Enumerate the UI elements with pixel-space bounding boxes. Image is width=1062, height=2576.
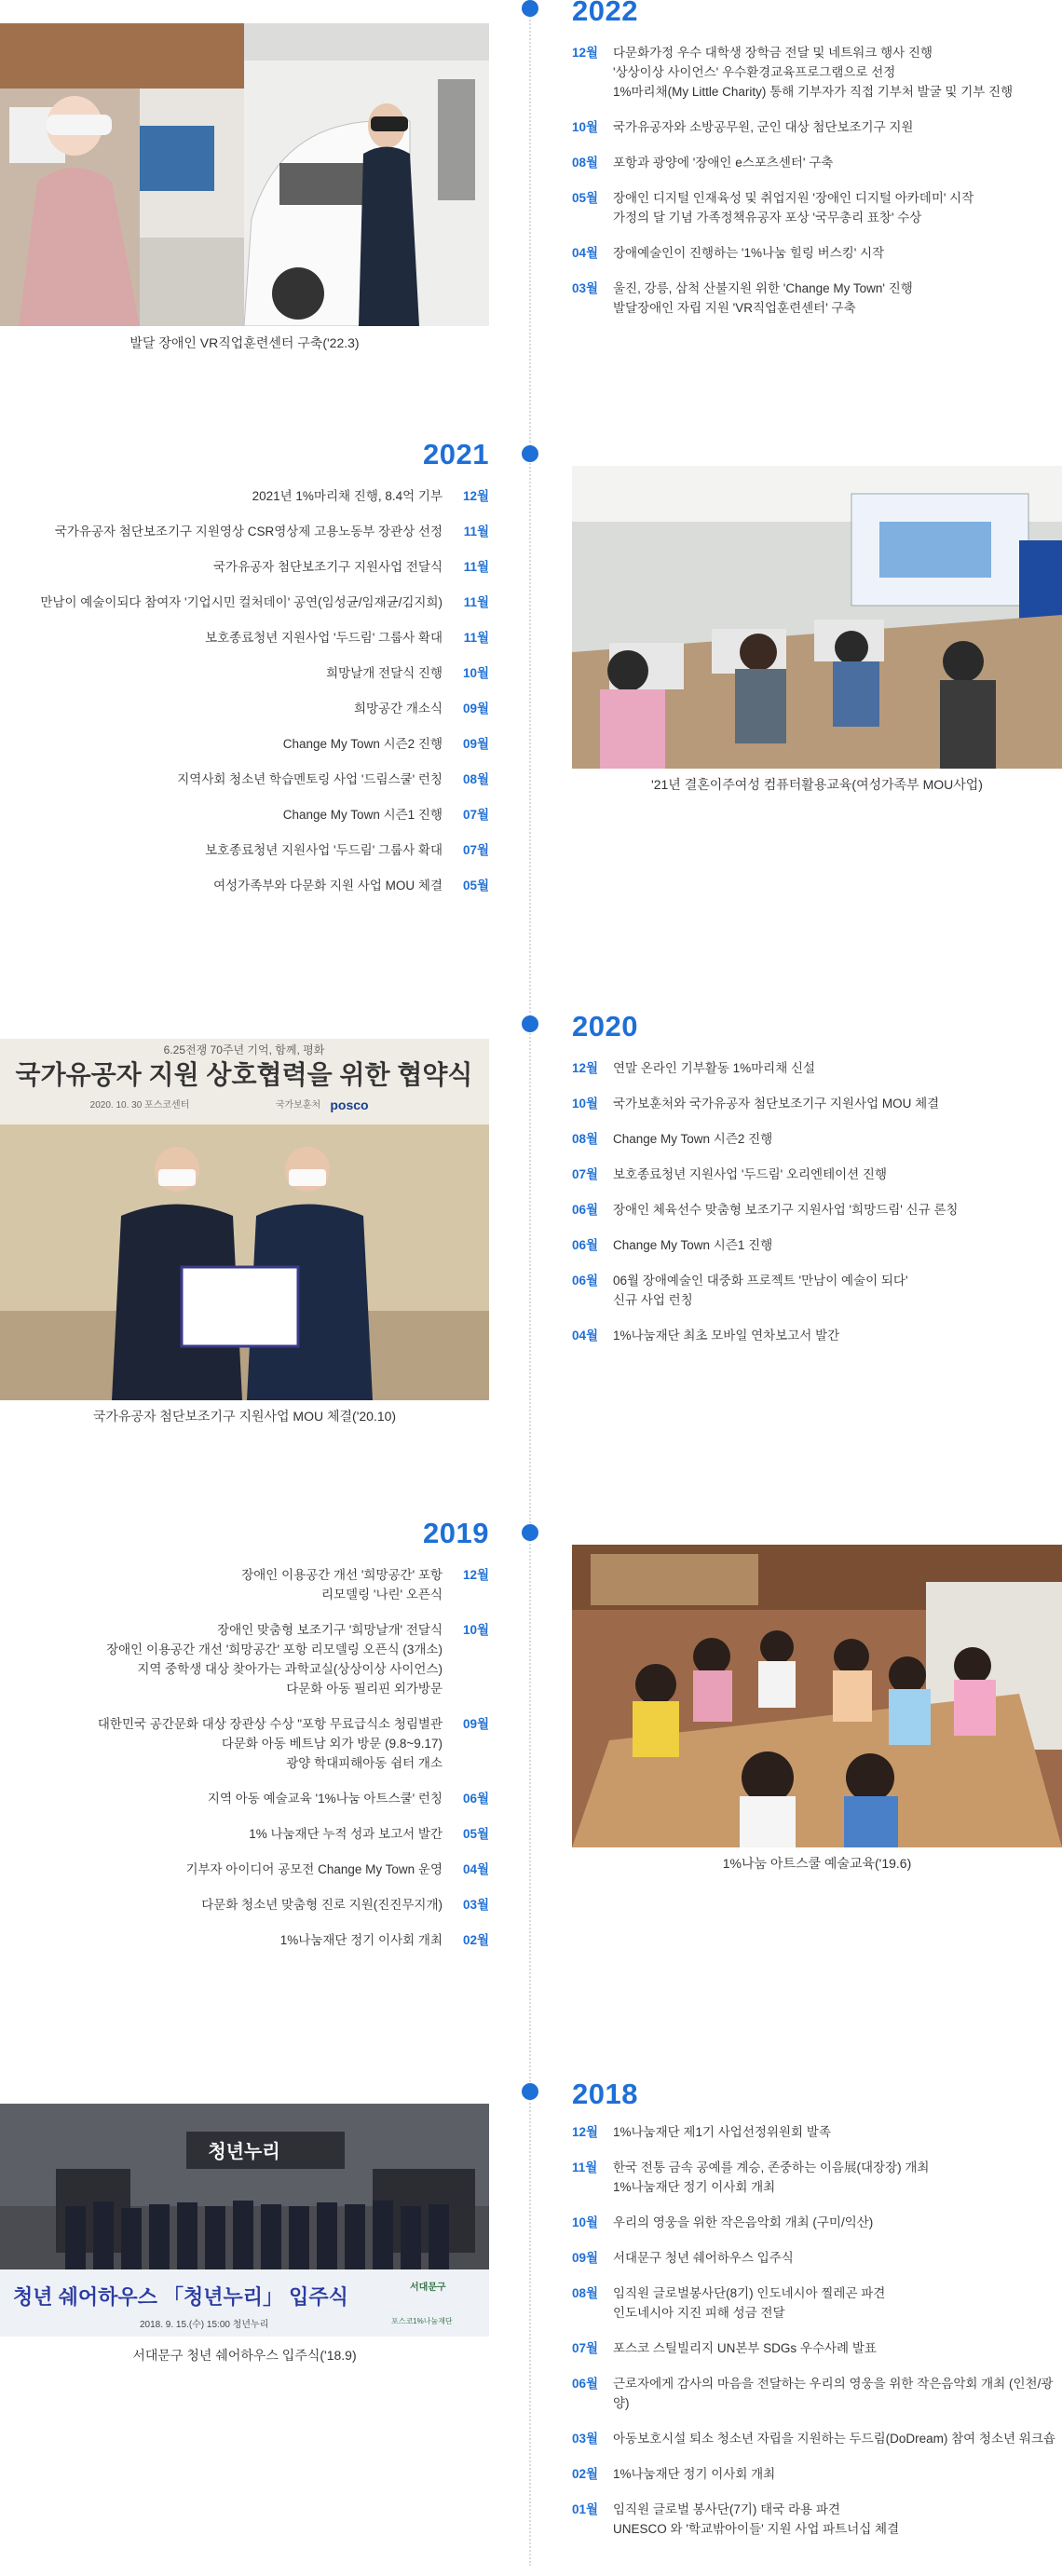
event-text: 지역 중학생 대상 찾아가는 과학교실(상상이상 사이언스) bbox=[137, 1662, 442, 1676]
event-month: 08월 bbox=[572, 2286, 599, 2300]
banner-top-text: 6.25전쟁 70주년 기억, 함께, 평화 bbox=[163, 1043, 325, 1056]
event-item bbox=[572, 1200, 1056, 1220]
event-item bbox=[572, 2338, 1056, 2358]
event-text: 리모델링 '나린' 오픈식 bbox=[320, 1588, 442, 1601]
event-text: 국가유공자 첨단보조기구 지원영상 CSR영상제 고용노동부 장관상 선정 bbox=[54, 525, 442, 538]
event-item bbox=[572, 279, 1056, 318]
event-text: UNESCO 와 '학교밖아이들' 지원 사업 파트너십 체결 bbox=[613, 2522, 900, 2536]
event-list bbox=[0, 486, 489, 911]
event-item bbox=[0, 1895, 489, 1915]
event-text: 다문화 청소년 맞춤형 진로 지원(진진무지개) bbox=[201, 1898, 442, 1912]
event-month: 09월 bbox=[462, 737, 489, 751]
event-item bbox=[0, 1565, 489, 1604]
event-month: 07월 bbox=[572, 1167, 599, 1181]
event-list bbox=[572, 2122, 1056, 2555]
photo-computer-class bbox=[572, 466, 1062, 769]
event-item bbox=[572, 1129, 1056, 1149]
event-text: 여성가족부와 다문화 지원 사업 MOU 체결 bbox=[213, 879, 442, 893]
event-text: 장애인 디지털 인재육성 및 취업지원 '장애인 디지털 아카데미' 시작 bbox=[613, 191, 974, 205]
event-list bbox=[572, 1058, 1056, 1361]
event-text: Change My Town 시즌1 진행 bbox=[613, 1238, 773, 1252]
event-text: 다문화 아동 필리핀 외가방문 bbox=[286, 1682, 442, 1696]
event-text: 2021년 1%마리채 진행, 8.4억 기부 bbox=[252, 489, 442, 503]
event-text: 포스코 스틸빌리지 UN본부 SDGs 우수사례 발표 bbox=[613, 2341, 877, 2355]
banner-tag-district: 서대문구 bbox=[410, 2283, 446, 2293]
event-text: 근로자에게 감사의 마음을 전달하는 우리의 영웅을 위한 작은음악회 개최 (인천/광양) bbox=[613, 2377, 1054, 2410]
event-month: 11월 bbox=[463, 525, 489, 538]
event-item bbox=[0, 628, 489, 647]
event-month: 08월 bbox=[572, 156, 599, 170]
event-item bbox=[572, 1271, 1056, 1310]
event-item bbox=[572, 2213, 1056, 2232]
event-text: 임직원 글로벌 봉사단(7기) 태국 라용 파견 bbox=[613, 2502, 840, 2516]
event-month: 11월 bbox=[572, 2160, 598, 2174]
section-2022 bbox=[0, 0, 1062, 373]
event-text: 희망날개 전달식 진행 bbox=[326, 666, 442, 680]
banner-logo-text: 국가보훈처 bbox=[275, 1100, 321, 1111]
event-text: 1%나눔재단 최초 모바일 연차보고서 발간 bbox=[613, 1329, 840, 1343]
event-text: 발달장애인 자립 지원 'VR직업훈련센터' 구축 bbox=[613, 301, 856, 315]
section-2019 bbox=[0, 1517, 1062, 2001]
event-month: 11월 bbox=[463, 560, 489, 574]
event-text: 1%나눔재단 정기 이사회 개최 bbox=[279, 1933, 442, 1947]
event-text: 울진, 강릉, 삼척 산불지원 위한 'Change My Town' 진행 bbox=[613, 281, 913, 295]
event-month: 12월 bbox=[462, 1568, 489, 1582]
event-text: 지역 아동 예술교육 '1%나눔 아트스쿨' 런칭 bbox=[207, 1792, 442, 1806]
year-label: 2021 bbox=[423, 438, 489, 470]
event-text: 국가보훈처와 국가유공자 첨단보조기구 지원사업 MOU 체결 bbox=[613, 1097, 940, 1111]
event-month: 04월 bbox=[572, 246, 599, 260]
event-text: 인도네시아 지진 피해 성금 전달 bbox=[613, 2306, 785, 2320]
banner-date-text: 2020. 10. 30 포스코센터 bbox=[89, 1100, 190, 1111]
event-item bbox=[572, 188, 1056, 227]
event-item bbox=[572, 2248, 1056, 2268]
event-month: 11월 bbox=[463, 631, 489, 645]
event-month: 06월 bbox=[572, 1203, 599, 1217]
timeline-dot bbox=[522, 445, 538, 462]
banner-slogan: 청년 쉐어하우스 「청년누리」 입주식 bbox=[13, 2285, 348, 2309]
event-text: 장애예술인이 진행하는 '1%나눔 힐링 버스킹' 시작 bbox=[613, 246, 885, 260]
year-label: 2019 bbox=[423, 1517, 489, 1549]
event-month: 03월 bbox=[462, 1898, 489, 1912]
event-month: 12월 bbox=[462, 489, 489, 503]
event-text: 임직원 글로벌봉사단(8기) 인도네시아 찔레곤 파견 bbox=[613, 2286, 886, 2300]
event-text: Change My Town 시즌2 진행 bbox=[613, 1132, 773, 1146]
event-text: 장애인 체육선수 맞춤형 보조기구 지원사업 '희망드림' 신규 론칭 bbox=[613, 1203, 959, 1217]
event-month: 12월 bbox=[572, 1061, 599, 1075]
event-month: 09월 bbox=[462, 702, 489, 716]
event-month: 10월 bbox=[572, 2215, 599, 2229]
event-text: 장애인 이용공간 개선 '희망공간' 포항 리모델링 오픈식 (3개소) bbox=[106, 1642, 442, 1656]
event-item bbox=[0, 1824, 489, 1844]
photo-caption: 1%나눔 아트스쿨 예술교육('19.6) bbox=[722, 1856, 912, 1871]
event-text: 국가유공자와 소방공무원, 군인 대상 첨단보조기구 지원 bbox=[613, 120, 914, 134]
event-item bbox=[0, 699, 489, 718]
year-label: 2018 bbox=[572, 2078, 638, 2110]
photo-caption: 발달 장애인 VR직업훈련센터 구축('22.3) bbox=[129, 335, 360, 350]
event-item bbox=[0, 876, 489, 895]
event-month: 07월 bbox=[462, 808, 489, 822]
banner-date: 2018. 9. 15.(수) 15:00 청년누리 bbox=[140, 2320, 269, 2330]
event-month: 10월 bbox=[462, 666, 489, 680]
event-item bbox=[572, 1235, 1056, 1255]
event-text: Change My Town 시즌2 진행 bbox=[282, 737, 442, 751]
event-item bbox=[572, 153, 1056, 172]
event-item bbox=[572, 2429, 1056, 2448]
event-item bbox=[0, 1860, 489, 1879]
event-month: 04월 bbox=[572, 1329, 599, 1343]
timeline-dot bbox=[522, 0, 538, 17]
event-item bbox=[572, 2500, 1056, 2539]
event-month: 10월 bbox=[572, 120, 599, 134]
event-month: 06월 bbox=[572, 1274, 599, 1288]
event-text: 포항과 광양에 '장애인 e스포츠센터' 구축 bbox=[613, 156, 834, 170]
event-text: 만남이 예술이되다 참여자 '기업시민 컬처데이' 공연(임성균/임재균/김지희) bbox=[40, 595, 442, 609]
event-text: 신규 사업 런칭 bbox=[613, 1293, 693, 1307]
event-item bbox=[0, 1714, 489, 1773]
event-item bbox=[572, 1326, 1056, 1345]
event-month: 09월 bbox=[462, 1717, 489, 1731]
event-month: 06월 bbox=[462, 1792, 489, 1806]
event-item bbox=[0, 1620, 489, 1698]
event-month: 12월 bbox=[572, 2125, 599, 2139]
event-text: 06월 장애예술인 대중화 프로젝트 '만남이 예술이 되다' bbox=[613, 1274, 908, 1288]
event-item bbox=[572, 2464, 1056, 2484]
event-item bbox=[572, 1165, 1056, 1184]
event-month: 11월 bbox=[463, 595, 489, 609]
event-month: 05월 bbox=[462, 879, 489, 893]
event-item bbox=[0, 734, 489, 754]
event-month: 10월 bbox=[572, 1097, 599, 1111]
posco-logo: posco bbox=[330, 1097, 369, 1112]
event-month: 09월 bbox=[572, 2251, 599, 2265]
event-item bbox=[0, 593, 489, 612]
event-text: 지역사회 청소년 학습멘토링 사업 '드림스쿨' 런칭 bbox=[177, 772, 442, 786]
event-item bbox=[572, 117, 1056, 137]
event-text: 국가유공자 첨단보조기구 지원사업 전달식 bbox=[213, 560, 442, 574]
event-text: 가정의 달 기념 가족정책유공자 포상 '국무총리 표창' 수상 bbox=[613, 211, 922, 225]
timeline-dot bbox=[522, 1015, 538, 1032]
event-item bbox=[0, 770, 489, 789]
event-item bbox=[572, 1058, 1056, 1078]
event-text: 연말 온라인 기부활동 1%마리채 신설 bbox=[613, 1061, 816, 1075]
event-text: 1%나눔재단 정기 이사회 개최 bbox=[613, 2467, 776, 2481]
event-month: 07월 bbox=[462, 843, 489, 857]
building-sign: 청년누리 bbox=[208, 2142, 280, 2162]
event-item bbox=[0, 557, 489, 577]
event-text: 우리의 영웅을 위한 작은음악회 개최 (구미/익산) bbox=[613, 2215, 874, 2229]
photo-caption: 국가유공자 첨단보조기구 지원사업 MOU 체결('20.10) bbox=[92, 1409, 397, 1424]
event-item bbox=[572, 2158, 1056, 2197]
section-2018 bbox=[0, 2078, 1062, 2576]
event-month: 02월 bbox=[572, 2467, 599, 2481]
event-month: 03월 bbox=[572, 281, 599, 295]
timeline-dot bbox=[522, 1524, 538, 1541]
event-text: 1% 나눔재단 누적 성과 보고서 발간 bbox=[249, 1827, 442, 1841]
event-item bbox=[572, 1094, 1056, 1113]
event-item bbox=[572, 43, 1056, 102]
event-text: 1%나눔재단 정기 이사회 개최 bbox=[613, 2180, 776, 2194]
event-month: 06월 bbox=[572, 2377, 599, 2391]
event-text: 아동보호시설 퇴소 청소년 자립을 지원하는 두드림(DoDream) 참여 청소년 워크숍 bbox=[613, 2432, 1055, 2446]
event-text: 서대문구 청년 쉐어하우스 입주식 bbox=[613, 2251, 794, 2265]
event-month: 03월 bbox=[572, 2432, 599, 2446]
year-label: 2022 bbox=[572, 0, 638, 27]
event-item bbox=[0, 522, 489, 541]
event-month: 01월 bbox=[572, 2502, 599, 2516]
event-month: 12월 bbox=[572, 46, 599, 60]
event-text: 보호종료청년 지원사업 '두드림' 그룹사 확대 bbox=[205, 631, 442, 645]
event-text: 희망공간 개소식 bbox=[353, 702, 442, 716]
event-text: 기부자 아이디어 공모전 Change My Town 운영 bbox=[185, 1862, 442, 1876]
photo-caption: '21년 결혼이주여성 컴퓨터활용교육(여성가족부 MOU사업) bbox=[651, 777, 983, 792]
event-text: 대한민국 공간문화 대상 장관상 수상 "포항 무료급식소 청림별관 bbox=[97, 1717, 442, 1731]
event-month: 04월 bbox=[462, 1862, 489, 1876]
event-month: 02월 bbox=[462, 1933, 489, 1947]
event-text: 다문화가정 우수 대학생 장학금 전달 및 네트워크 행사 진행 bbox=[613, 46, 933, 60]
event-month: 08월 bbox=[462, 772, 489, 786]
event-item bbox=[0, 486, 489, 506]
event-item bbox=[0, 1930, 489, 1950]
event-month: 05월 bbox=[462, 1827, 489, 1841]
event-month: 10월 bbox=[462, 1623, 489, 1637]
section-2021 bbox=[0, 438, 1062, 922]
event-text: 장애인 이용공간 개선 '희망공간' 포항 bbox=[241, 1568, 442, 1582]
event-text: 장애인 맞춤형 보조기구 '희망날개' 전달식 bbox=[217, 1623, 442, 1637]
event-item bbox=[0, 1789, 489, 1808]
event-text: Change My Town 시즌1 진행 bbox=[282, 808, 442, 822]
photo-caption: 서대문구 청년 쉐어하우스 입주식('18.9) bbox=[132, 2348, 357, 2363]
event-list bbox=[0, 1565, 489, 1966]
banner-title-text: 국가유공자 지원 상호협력을 위한 협약식 bbox=[15, 1060, 473, 1089]
section-2020 bbox=[0, 1010, 1062, 1453]
event-month: 07월 bbox=[572, 2341, 599, 2355]
event-month: 08월 bbox=[572, 1132, 599, 1146]
photo-share-house bbox=[0, 2104, 489, 2337]
event-list bbox=[572, 43, 1056, 334]
photo-vr-training-center bbox=[0, 23, 489, 326]
event-text: '상상이상 사이언스' 우수환경교육프로그램으로 선정 bbox=[613, 65, 896, 79]
event-text: 한국 전통 금속 공예를 계승, 존중하는 이음展(대장장) 개최 bbox=[613, 2160, 930, 2174]
photo-mou-signing bbox=[0, 1039, 489, 1400]
photo-art-school bbox=[572, 1545, 1062, 1847]
event-item bbox=[572, 2374, 1056, 2413]
banner-tag-foundation: 포스코1%나눔재단 bbox=[391, 2317, 453, 2325]
event-item bbox=[572, 2122, 1056, 2142]
timeline-dot bbox=[522, 2083, 538, 2100]
event-month: 06월 bbox=[572, 1238, 599, 1252]
event-text: 광양 학대피해아동 쉼터 개소 bbox=[286, 1756, 442, 1770]
event-item bbox=[0, 663, 489, 683]
event-text: 1%마리채(My Little Charity) 통해 기부자가 직접 기부처 발굴 및 기부 진행 bbox=[613, 85, 1014, 99]
event-item bbox=[0, 805, 489, 825]
event-text: 1%나눔재단 제1기 사업선정위원회 발족 bbox=[613, 2125, 831, 2139]
year-label: 2020 bbox=[572, 1010, 638, 1043]
event-month: 05월 bbox=[572, 191, 599, 205]
event-item bbox=[0, 840, 489, 860]
event-item bbox=[572, 243, 1056, 263]
event-text: 다문화 아동 베트남 외가 방문 (9.8~9.17) bbox=[221, 1737, 442, 1751]
event-text: 보호종료청년 지원사업 '두드림' 그룹사 확대 bbox=[205, 843, 442, 857]
event-text: 보호종료청년 지원사업 '두드림' 오리엔테이션 진행 bbox=[613, 1167, 888, 1181]
event-item bbox=[572, 2283, 1056, 2323]
